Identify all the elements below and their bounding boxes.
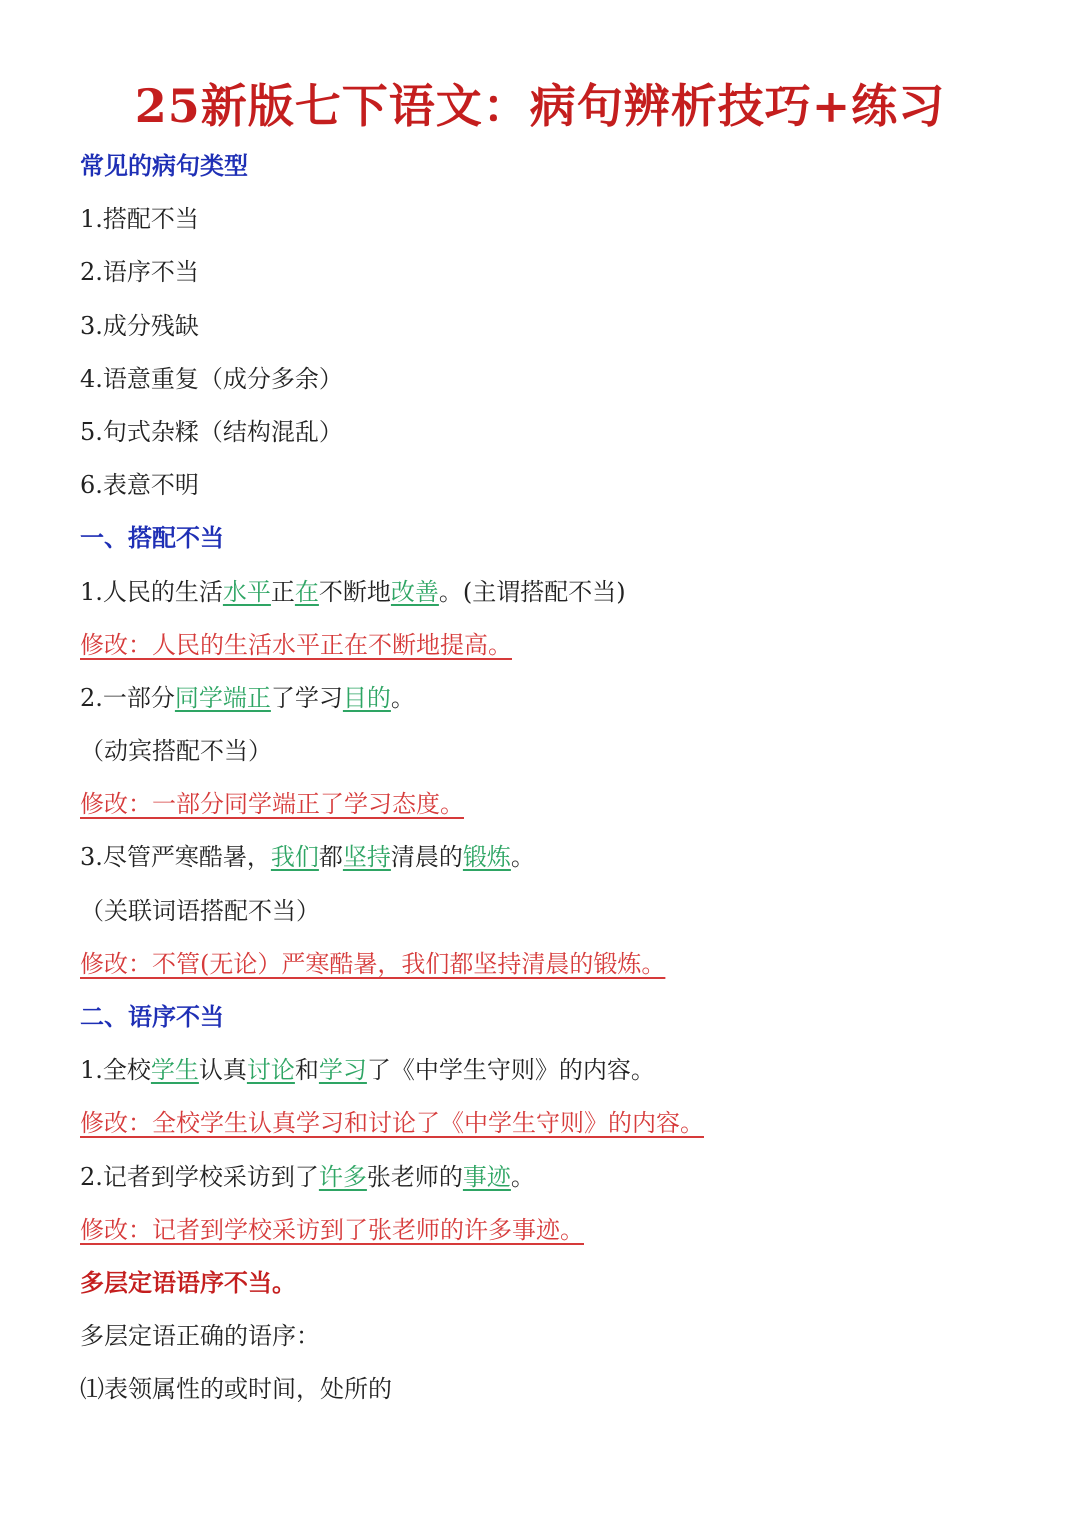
text-segment: 不断地 — [318, 577, 391, 606]
text-segment: 认真 — [198, 1056, 247, 1085]
text-segment: 了学习 — [270, 683, 343, 712]
text-segment: 正 — [270, 577, 295, 606]
highlight-word: 许多 — [318, 1162, 367, 1191]
correction-text: 修改：全校学生认真学习和讨论了《中学生守则》的内容。 — [80, 1109, 704, 1138]
document-content — [80, 140, 1020, 1417]
order-intro: 多层定语正确的语序： — [80, 1322, 320, 1351]
example-sentence — [80, 1151, 1020, 1204]
text-segment: 2.一部分 — [80, 683, 175, 712]
type-item: 2.语序不当 — [80, 258, 199, 287]
section-heading-word-order: 二、语序不当 — [80, 1003, 224, 1031]
highlight-word: 锻炼 — [462, 843, 511, 872]
text-segment: 3.尽管严寒酷暑， — [80, 843, 271, 872]
type-item: 5.句式杂糅（结构混乱） — [80, 417, 343, 446]
highlight-word: 我们 — [270, 843, 319, 872]
text-segment: 了《中学生守则》的内容。 — [366, 1056, 655, 1085]
highlight-word: 改善 — [390, 577, 439, 606]
text-segment: 。 — [510, 1162, 535, 1191]
text-segment: 1.人民的生活 — [80, 577, 223, 606]
error-type-note: （关联词语搭配不当） — [80, 896, 320, 925]
text-segment: 1.全校 — [80, 1056, 151, 1085]
correction-line — [80, 778, 1020, 831]
correction-text: 修改：人民的生活水平正在不断地提高。 — [80, 630, 512, 659]
text-segment: 2.记者到学校采访到了 — [80, 1162, 319, 1191]
error-type-note: （动宾搭配不当） — [80, 737, 272, 766]
correction-line — [80, 619, 1020, 672]
text-segment: 都 — [318, 843, 343, 872]
subheading-multilayer-attributive: 多层定语语序不当。 — [80, 1268, 296, 1297]
text-segment: 和 — [294, 1056, 319, 1085]
correction-text: 修改：记者到学校采访到了张老师的许多事迹。 — [80, 1215, 584, 1244]
highlight-word: 水平 — [222, 577, 271, 606]
text-segment: 。 — [510, 843, 535, 872]
highlight-word: 坚持 — [342, 843, 391, 872]
text-segment: 清晨的 — [390, 843, 463, 872]
correction-line — [80, 1097, 1020, 1150]
page-title: 25新版七下语文：病句辨析技巧+练习 — [134, 79, 946, 133]
correction-text: 修改：一部分同学端正了学习态度。 — [80, 790, 464, 819]
correction-line — [80, 938, 1020, 991]
example-sentence — [80, 831, 1020, 884]
type-item: 3.成分残缺 — [80, 311, 199, 340]
type-item: 4.语意重复（成分多余） — [80, 364, 343, 393]
text-segment: 张老师的 — [366, 1162, 463, 1191]
highlight-word: 事迹 — [462, 1162, 511, 1191]
text-segment: 。 — [390, 683, 415, 712]
highlight-word: 讨论 — [246, 1056, 295, 1085]
example-sentence — [80, 672, 1020, 725]
highlight-word: 目的 — [342, 683, 391, 712]
correction-line — [80, 1204, 1020, 1257]
section-heading-common-types: 常见的病句类型 — [80, 152, 248, 180]
example-sentence — [80, 566, 1020, 619]
type-item: 1.搭配不当 — [80, 205, 199, 234]
text-segment: 。(主谓搭配不当) — [438, 577, 626, 606]
highlight-word: 学习 — [318, 1056, 367, 1085]
type-item: 6.表意不明 — [80, 471, 199, 500]
highlight-word: 同学端正 — [174, 683, 271, 712]
highlight-word: 在 — [294, 577, 319, 606]
section-heading-collocation: 一、搭配不当 — [80, 524, 224, 553]
example-sentence — [80, 1044, 1020, 1097]
order-item: ⑴表领属性的或时间，处所的 — [80, 1375, 392, 1404]
correction-text: 修改：不管(无论）严寒酷暑，我们都坚持清晨的锻炼。 — [80, 949, 666, 978]
highlight-word: 学生 — [150, 1056, 199, 1085]
